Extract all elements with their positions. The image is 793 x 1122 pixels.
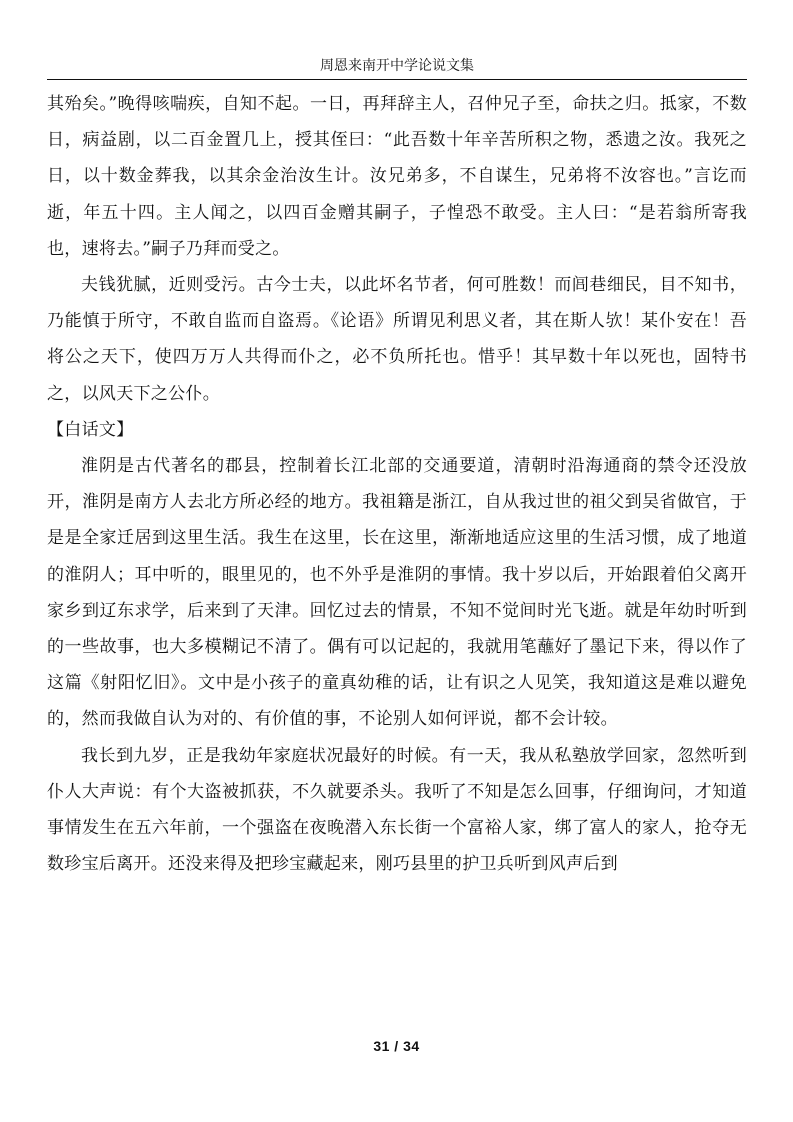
paragraph-translation-story: 我长到九岁，正是我幼年家庭状况最好的时候。有一天，我从私塾放学回家，忽然听到仆人大声说：有个大盗被抓获，不久就要杀头。我听了不知是怎么回事，仔细询问，才知道事情发生在五六年前，一个强盗在夜晚潜入东长街一个富裕人家，绑了富人的家人，抢夺无数珍宝后离开。还没来得及把珍宝藏起来，刚巧县里的护卫兵听到风声后到 bbox=[47, 745, 747, 875]
section-heading: 【白话文】 bbox=[47, 419, 134, 440]
document-body bbox=[47, 86, 747, 882]
paragraph-continued: 其殆矣。”晚得咳喘疾，自知不起。一日，再拜辞主人，召仲兄子至，命扶之归。抵家，不数日，病益剧，以二百金置几上，授其侄曰：“此吾数十年辛苦所积之物，悉遗之汝。我死之日，以十数金葬我，以其余金治汝生计。汝兄弟多，不自谋生，兄弟将不汝容也。”言讫而逝，年五十四。主人闻之，以四百金赠其嗣子，子惶恐不敢受。主人曰：“是若翁所寄我也，速将去。”嗣子乃拜而受之。 bbox=[47, 94, 747, 259]
header-title: 周恩来南开中学论说文集 bbox=[320, 58, 474, 74]
running-header bbox=[47, 57, 747, 80]
paragraph-commentary: 夫钱犹腻，近则受污。古今士夫，以此坏名节者，何可胜数！而闾巷细民，目不知书，乃能慎于所守，不敢自监而自盗焉。《论语》所谓见利思义者，其在斯人欤！某仆安在！吾将公之天下，使四万万人共得而仆之，必不负所托也。惜乎！其早数十年以死也，固特书之，以风天下之公仆。 bbox=[47, 275, 747, 404]
page-number: 31 / 34 bbox=[373, 1038, 420, 1054]
paragraph-translation-intro: 淮阴是古代著名的郡县，控制着长江北部的交通要道，清朝时沿海通商的禁令还没放开，淮阴是南方人去北方所必经的地方。我祖籍是浙江，自从我过世的祖父到吴省做官，于是是全家迁居到这里生活。我生在这里，长在这里，渐渐地适应这里的生活习惯，成了地道的淮阴人；耳中听的，眼里见的，也不外乎是淮阴的事情。我十岁以后，开始跟着伯父离开家乡到辽东求学，后来到了天津。回忆过去的情景，不知不觉间时光飞逝。就是年幼时听到的一些故事，也大多模糊记不清了。偶有可以记起的，我就用笔蘸好了墨记下来，得以作了这篇《射阳忆旧》。文中是小孩子的童真幼稚的话，让有识之人见笑，我知道这是难以避免的，然而我做自认为对的、有价值的事，不论别人如何评说，都不会计较。 bbox=[47, 456, 747, 730]
